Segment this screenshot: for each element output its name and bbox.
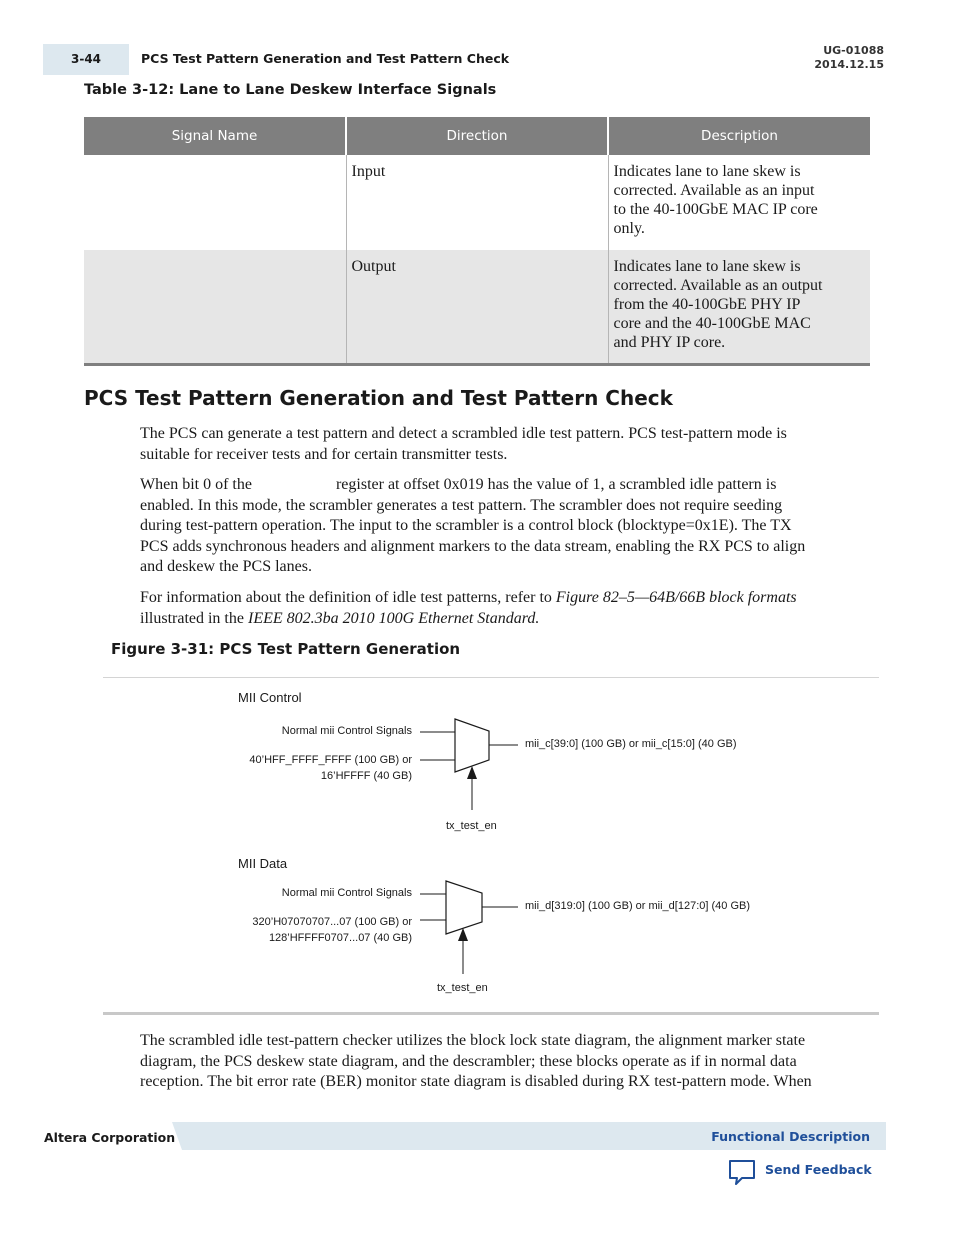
description-line: corrected. Available as an input xyxy=(613,182,815,199)
paragraph-text: . xyxy=(535,609,540,627)
paragraph-line: suitable for receiver tests and for certain transmitter tests. xyxy=(140,445,508,463)
direction-cell: Output xyxy=(346,250,608,365)
column-header-direction: Direction xyxy=(346,117,608,155)
data-mux xyxy=(420,881,518,974)
paragraph-line: enabled. In this mode, the scrambler generates a test pattern. The scrambler does not require seeding xyxy=(140,496,783,514)
paragraph-line: The scrambled idle test-pattern checker utilizes the block lock state diagram, the alignment marker state xyxy=(140,1032,806,1049)
description-line: Indicates lane to lane skew is xyxy=(613,163,801,180)
control-input-test-label xyxy=(249,752,412,784)
data-output-label: mii_d[319:0] (100 GB) or mii_d[127:0] (40 GB) xyxy=(525,900,750,912)
description-line: from the 40-100GbE PHY IP xyxy=(613,296,801,313)
paragraph-text: register at offset 0x019 has the value of 1, a scrambled idle pattern is xyxy=(335,476,777,493)
paragraph-text: When bit 0 of the xyxy=(140,476,252,493)
speech-bubble-icon[interactable] xyxy=(727,1158,757,1186)
send-feedback-link[interactable]: Send Feedback xyxy=(765,1162,872,1177)
standard-reference: IEEE 802.3ba 2010 100G Ethernet Standard xyxy=(247,609,536,627)
data-diagram-title: MII Data xyxy=(238,856,288,871)
description-line: corrected. Available as an output xyxy=(613,277,823,294)
description-line: and PHY IP core. xyxy=(613,334,726,351)
control-mux-shape xyxy=(455,719,489,772)
description-line: to the 40-100GbE MAC IP core xyxy=(613,201,818,218)
paragraph-checker xyxy=(140,1031,870,1093)
document-date: 2014.12.15 xyxy=(814,58,884,71)
control-input-normal-label: Normal mii Control Signals xyxy=(281,725,412,737)
description-line: core and the 40-100GbE MAC xyxy=(613,315,811,332)
document-number: UG-01088 xyxy=(823,44,884,57)
control-diagram-title: MII Control xyxy=(238,690,302,705)
paragraph-line: and deskew the PCS lanes. xyxy=(140,558,312,575)
data-input-normal-label: Normal mii Control Signals xyxy=(281,887,412,899)
data-input-test-label xyxy=(252,914,412,946)
column-header-description: Description xyxy=(608,117,870,155)
figure-caption: Figure 3-31: PCS Test Pattern Generation xyxy=(111,640,461,658)
page-number: 3-44 xyxy=(70,52,102,66)
paragraph-line: reception. The bit error rate (BER) monitor state diagram is disabled during RX test-pattern mode. When xyxy=(140,1073,812,1090)
paragraph-line: PCS adds synchronous headers and alignment markers to the data stream, enabling the RX PCS to align xyxy=(140,537,806,555)
direction-cell: Input xyxy=(346,155,608,250)
table-caption: Table 3-12: Lane to Lane Deskew Interface Signals xyxy=(84,82,497,98)
control-mux xyxy=(420,719,518,810)
control-select-arrowhead xyxy=(467,766,477,779)
control-input-test-line: 40’HFF_FFFF_FFFF (100 GB) or xyxy=(249,754,412,766)
footer-company: Altera Corporation xyxy=(44,1130,176,1145)
data-mux-shape xyxy=(446,881,482,934)
description-line: Indicates lane to lane skew is xyxy=(613,258,801,275)
description-line: only. xyxy=(613,220,645,237)
paragraph-text: For information about the definition of idle test patterns, refer to xyxy=(140,589,556,606)
paragraph-line: The PCS can generate a test pattern and detect a scrambled idle test pattern. PCS test-pattern mode is xyxy=(140,425,787,442)
paragraph-line: diagram, the PCS deskew state diagram, and the descrambler; these blocks operate as if in normal data xyxy=(140,1052,797,1070)
figure-reference: Figure 82–5—64B/66B block formats xyxy=(555,589,797,606)
data-input-test-line: 128’HFFFF0707...07 (40 GB) xyxy=(268,932,412,944)
section-heading: PCS Test Pattern Generation and Test Pattern Check xyxy=(84,386,673,410)
data-input-test-line: 320’H07070707...07 (100 GB) or xyxy=(252,916,412,928)
control-input-test-line: 16’HFFFF (40 GB) xyxy=(320,770,412,782)
control-output-label: mii_c[39:0] (100 GB) or mii_c[15:0] (40 GB) xyxy=(525,738,737,750)
column-header-signal-name: Signal Name xyxy=(84,117,346,155)
paragraph-line: during test-pattern operation. The input to the scrambler is a control block (blocktype=0x1E). The TX xyxy=(140,517,792,534)
functional-description-link[interactable]: Functional Description xyxy=(711,1129,870,1144)
control-select-label: tx_test_en xyxy=(446,820,497,832)
paragraph-text: illustrated in the xyxy=(140,609,248,627)
running-header-title: PCS Test Pattern Generation and Test Pattern Check xyxy=(141,51,510,66)
data-select-label: tx_test_en xyxy=(437,982,488,994)
